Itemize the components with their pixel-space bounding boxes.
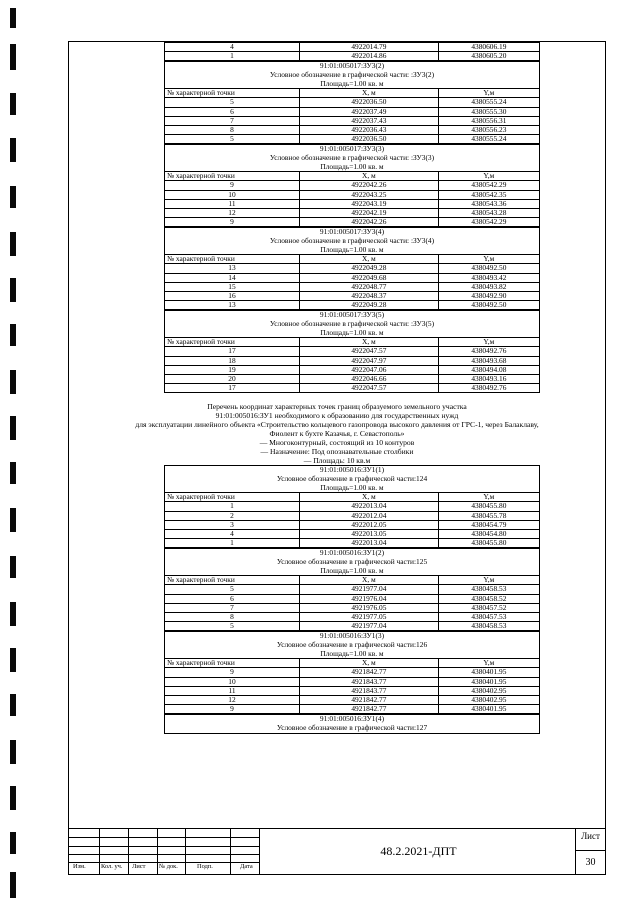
point-cell: 17 bbox=[165, 347, 300, 356]
table-row bbox=[165, 43, 540, 52]
point-cell: 4 bbox=[165, 43, 300, 52]
column-header-row bbox=[165, 89, 540, 98]
y-cell: 4380492.50 bbox=[438, 264, 539, 273]
point-cell: 1 bbox=[165, 502, 300, 511]
section-cadastre: 91:01:005016:ЗУ1(4) bbox=[319, 714, 385, 724]
section-header bbox=[165, 62, 540, 89]
point-cell: 11 bbox=[165, 199, 300, 208]
section-designation: Условное обозначение в графической части: :ЗУ3(4) bbox=[269, 236, 435, 245]
stamp-label-list: Лист bbox=[132, 863, 146, 870]
coords-table bbox=[164, 465, 540, 548]
table-row bbox=[165, 264, 540, 273]
point-cell: 1 bbox=[165, 539, 300, 548]
column-header-row bbox=[165, 172, 540, 181]
table-row bbox=[165, 705, 540, 714]
y-cell: 4380455.78 bbox=[438, 511, 539, 520]
section-designation: Условное обозначение в графической части:127 bbox=[276, 723, 428, 732]
point-cell: 9 bbox=[165, 181, 300, 190]
y-cell: 4380556.23 bbox=[438, 126, 539, 135]
y-cell: 4380543.36 bbox=[438, 199, 539, 208]
point-cell: 10 bbox=[165, 190, 300, 199]
point-cell: 3 bbox=[165, 520, 300, 529]
y-cell: 4380606.19 bbox=[438, 43, 539, 52]
table-row bbox=[165, 292, 540, 301]
binding-mark bbox=[10, 508, 16, 532]
y-cell: 4380555.30 bbox=[438, 107, 539, 116]
section-header bbox=[165, 466, 540, 493]
section-header bbox=[165, 549, 540, 576]
table-row bbox=[165, 98, 540, 107]
table-row bbox=[165, 384, 540, 393]
point-cell: 7 bbox=[165, 116, 300, 125]
table-row bbox=[165, 135, 540, 144]
section-cadastre: 91:01:005017:ЗУ3(5) bbox=[319, 310, 385, 320]
point-cell: 1 bbox=[165, 52, 300, 61]
table-row bbox=[165, 126, 540, 135]
binding-mark bbox=[10, 8, 16, 28]
x-cell: 4922013.04 bbox=[300, 539, 439, 548]
section-designation: Условное обозначение в графической части: :ЗУ3(5) bbox=[269, 319, 435, 328]
binding-mark bbox=[10, 232, 16, 256]
coords-table bbox=[164, 548, 540, 631]
section-cadastre: 91:01:005017:ЗУ3(4) bbox=[319, 227, 385, 237]
section-area: Площадь=1.00 кв. м bbox=[320, 78, 384, 88]
section-header-row bbox=[165, 311, 540, 338]
y-cell: 4380543.28 bbox=[438, 209, 539, 218]
section-area: Площадь=1.00 кв. м bbox=[320, 244, 384, 254]
section-header bbox=[165, 228, 540, 255]
y-cell: 4380493.42 bbox=[438, 273, 539, 282]
sheet-box bbox=[575, 829, 605, 874]
intro-bullet: — Назначение: Под опознавательные столбики bbox=[260, 447, 414, 457]
table-row bbox=[165, 530, 540, 539]
x-cell: 4922042.26 bbox=[300, 218, 439, 227]
column-header-x: X, м bbox=[300, 172, 439, 181]
y-cell: 4380493.16 bbox=[438, 375, 539, 384]
x-cell: 4921977.05 bbox=[300, 613, 439, 622]
section-header bbox=[165, 632, 540, 659]
column-header-x: X, м bbox=[300, 89, 439, 98]
y-cell: 4380542.29 bbox=[438, 181, 539, 190]
coords-table-continued bbox=[164, 42, 540, 61]
x-cell: 4921843.77 bbox=[300, 686, 439, 695]
column-header-y: Y,м bbox=[438, 659, 539, 668]
y-cell: 4380458.52 bbox=[438, 594, 539, 603]
point-cell: 14 bbox=[165, 273, 300, 282]
binding-mark bbox=[10, 740, 16, 764]
point-cell: 9 bbox=[165, 668, 300, 677]
column-header-point: № характерной точки bbox=[165, 338, 300, 347]
intro-line: 91:01:005016:ЗУ1 необходимого к образованию для государственных нужд bbox=[215, 411, 459, 421]
x-cell: 4922036.50 bbox=[300, 98, 439, 107]
table-row bbox=[165, 594, 540, 603]
x-cell: 4922014.86 bbox=[300, 52, 439, 61]
y-cell: 4380492.76 bbox=[438, 384, 539, 393]
table-row bbox=[165, 356, 540, 365]
y-cell: 4380555.24 bbox=[438, 98, 539, 107]
x-cell: 4921977.04 bbox=[300, 585, 439, 594]
x-cell: 4922012.04 bbox=[300, 511, 439, 520]
x-cell: 4922049.28 bbox=[300, 264, 439, 273]
revision-grid bbox=[69, 829, 260, 874]
x-cell: 4922014.79 bbox=[300, 43, 439, 52]
table-row bbox=[165, 613, 540, 622]
point-cell: 16 bbox=[165, 292, 300, 301]
section-area: Площадь=1.00 кв. м bbox=[320, 565, 384, 575]
table-row bbox=[165, 375, 540, 384]
y-cell: 4380455.80 bbox=[438, 502, 539, 511]
table-row bbox=[165, 677, 540, 686]
column-header-row bbox=[165, 493, 540, 502]
coords-table bbox=[164, 631, 540, 714]
x-cell: 4922042.26 bbox=[300, 181, 439, 190]
section-cadastre: 91:01:005017:ЗУ3(2) bbox=[319, 61, 385, 71]
column-header-y: Y,м bbox=[438, 89, 539, 98]
binding-mark bbox=[10, 462, 16, 484]
point-cell: 12 bbox=[165, 696, 300, 705]
table-row bbox=[165, 365, 540, 374]
column-header-row bbox=[165, 659, 540, 668]
column-header-point: № характерной точки bbox=[165, 576, 300, 585]
point-cell: 7 bbox=[165, 603, 300, 612]
x-cell: 4922046.66 bbox=[300, 375, 439, 384]
y-cell: 4380457.53 bbox=[438, 613, 539, 622]
binding-mark bbox=[10, 44, 16, 70]
x-cell: 4922036.50 bbox=[300, 135, 439, 144]
x-cell: 4922049.28 bbox=[300, 301, 439, 310]
document-code: 48.2.2021-ДПТ bbox=[380, 844, 457, 858]
point-cell: 17 bbox=[165, 384, 300, 393]
y-cell: 4380401.95 bbox=[438, 668, 539, 677]
document-frame bbox=[68, 41, 606, 875]
point-cell: 12 bbox=[165, 209, 300, 218]
section-designation: Условное обозначение в графической части:125 bbox=[276, 557, 428, 566]
table-row bbox=[165, 511, 540, 520]
table-row bbox=[165, 301, 540, 310]
column-header-x: X, м bbox=[300, 255, 439, 264]
stamp-label-data: Дата bbox=[240, 863, 253, 870]
grid-line bbox=[185, 829, 186, 874]
x-cell: 4922048.37 bbox=[300, 292, 439, 301]
x-cell: 4921843.77 bbox=[300, 677, 439, 686]
y-cell: 4380458.53 bbox=[438, 585, 539, 594]
y-cell: 4380454.80 bbox=[438, 530, 539, 539]
x-cell: 4922047.06 bbox=[300, 365, 439, 374]
intro-bullet: — Многоконтурный, состоящий из 10 контуров bbox=[259, 438, 415, 448]
stamp-label-kol: Кол. уч. bbox=[101, 863, 123, 870]
table-row bbox=[165, 668, 540, 677]
table-row bbox=[165, 622, 540, 631]
x-cell: 4922037.43 bbox=[300, 116, 439, 125]
intro-line: для эксплуатации линейного объекта «Строительство кольцевого газопровода высокого давления от ГРС-1, через Балаклаву, bbox=[135, 420, 539, 430]
point-cell: 5 bbox=[165, 622, 300, 631]
stamp-label-ndok: № док. bbox=[159, 863, 178, 870]
table-row bbox=[165, 686, 540, 695]
section-designation: Условное обозначение в графической части: :ЗУ3(3) bbox=[269, 153, 435, 162]
y-cell: 4380494.08 bbox=[438, 365, 539, 374]
x-cell: 4922048.77 bbox=[300, 282, 439, 291]
table-row bbox=[165, 696, 540, 705]
column-header-y: Y,м bbox=[438, 172, 539, 181]
point-cell: 9 bbox=[165, 705, 300, 714]
coords-table bbox=[164, 144, 540, 227]
x-cell: 4921842.77 bbox=[300, 696, 439, 705]
point-cell: 9 bbox=[165, 218, 300, 227]
x-cell: 4922042.19 bbox=[300, 209, 439, 218]
column-header-point: № характерной точки bbox=[165, 172, 300, 181]
binding-mark bbox=[10, 694, 16, 716]
binding-mark bbox=[10, 186, 16, 208]
x-cell: 4921842.77 bbox=[300, 668, 439, 677]
table-row bbox=[165, 190, 540, 199]
column-header-y: Y,м bbox=[438, 493, 539, 502]
section-area: Площадь=1.00 кв. м bbox=[320, 327, 384, 337]
binding-mark bbox=[10, 278, 16, 302]
point-cell: 19 bbox=[165, 365, 300, 374]
section-header-row bbox=[165, 466, 540, 493]
column-header-x: X, м bbox=[300, 338, 439, 347]
x-cell: 4921976.05 bbox=[300, 603, 439, 612]
y-cell: 4380402.95 bbox=[438, 686, 539, 695]
point-cell: 6 bbox=[165, 594, 300, 603]
point-cell: 10 bbox=[165, 677, 300, 686]
table-row bbox=[165, 52, 540, 61]
table-row bbox=[165, 273, 540, 282]
point-cell: 8 bbox=[165, 613, 300, 622]
column-header-point: № характерной точки bbox=[165, 255, 300, 264]
point-cell: 5 bbox=[165, 585, 300, 594]
point-cell: 20 bbox=[165, 375, 300, 384]
intro-block bbox=[69, 402, 605, 465]
intro-line: Фиолент к бухте Казачья, г. Севастополь» bbox=[269, 429, 405, 439]
column-header-x: X, м bbox=[300, 576, 439, 585]
binding-mark bbox=[10, 602, 16, 626]
table-row bbox=[165, 209, 540, 218]
y-cell: 4380542.35 bbox=[438, 190, 539, 199]
y-cell: 4380454.79 bbox=[438, 520, 539, 529]
section-header bbox=[165, 715, 540, 733]
binding-mark bbox=[10, 872, 16, 898]
column-header-row bbox=[165, 338, 540, 347]
table-row bbox=[165, 181, 540, 190]
coords-table bbox=[164, 61, 540, 144]
x-cell: 4922012.05 bbox=[300, 520, 439, 529]
binding-mark bbox=[10, 648, 16, 672]
sections-zu1 bbox=[69, 465, 605, 714]
y-cell: 4380493.82 bbox=[438, 282, 539, 291]
section-designation: Условное обозначение в графической части:126 bbox=[276, 640, 428, 649]
y-cell: 4380401.95 bbox=[438, 705, 539, 714]
table-row bbox=[165, 199, 540, 208]
section-header bbox=[165, 145, 540, 172]
column-header-row bbox=[165, 255, 540, 264]
y-cell: 4380458.53 bbox=[438, 622, 539, 631]
table-row bbox=[165, 539, 540, 548]
point-cell: 13 bbox=[165, 301, 300, 310]
section-area: Площадь=1.00 кв. м bbox=[320, 648, 384, 658]
column-header-y: Y,м bbox=[438, 576, 539, 585]
section-header bbox=[165, 311, 540, 338]
x-cell: 4922043.19 bbox=[300, 199, 439, 208]
sections-zu3 bbox=[69, 61, 605, 393]
point-cell: 15 bbox=[165, 282, 300, 291]
x-cell: 4922036.43 bbox=[300, 126, 439, 135]
column-header-point: № характерной точки bbox=[165, 493, 300, 502]
x-cell: 4921977.04 bbox=[300, 622, 439, 631]
grid-line bbox=[128, 829, 129, 874]
section-cadastre: 91:01:005016:ЗУ1(3) bbox=[319, 631, 385, 641]
y-cell: 4380402.95 bbox=[438, 696, 539, 705]
point-cell: 5 bbox=[165, 135, 300, 144]
x-cell: 4922013.05 bbox=[300, 530, 439, 539]
table-row bbox=[165, 520, 540, 529]
section-header-row bbox=[165, 549, 540, 576]
x-cell: 4922047.97 bbox=[300, 356, 439, 365]
stamp-label-podp: Подп. bbox=[197, 863, 213, 870]
table-row bbox=[165, 715, 540, 733]
section-header-row bbox=[165, 145, 540, 172]
x-cell: 4922049.68 bbox=[300, 273, 439, 282]
section-area: Площадь=1.00 кв. м bbox=[320, 482, 384, 492]
binding-mark bbox=[10, 416, 16, 440]
y-cell: 4380555.24 bbox=[438, 135, 539, 144]
intro-line: Перечень координат характерных точек границ образуемого земельного участка bbox=[207, 402, 467, 412]
sheet-number: 30 bbox=[576, 850, 605, 874]
grid-line bbox=[99, 829, 100, 874]
section-header-row bbox=[165, 62, 540, 89]
column-header-point: № характерной точки bbox=[165, 89, 300, 98]
point-cell: 2 bbox=[165, 511, 300, 520]
title-block bbox=[69, 828, 605, 874]
y-cell: 4380492.76 bbox=[438, 347, 539, 356]
binding-mark bbox=[10, 93, 16, 115]
table-row bbox=[165, 585, 540, 594]
y-cell: 4380542.29 bbox=[438, 218, 539, 227]
section-header-row bbox=[165, 632, 540, 659]
x-cell: 4922013.04 bbox=[300, 502, 439, 511]
x-cell: 4922037.49 bbox=[300, 107, 439, 116]
section-area: Площадь=1.00 кв. м bbox=[320, 161, 384, 171]
document-content bbox=[69, 42, 605, 734]
binding-mark bbox=[10, 556, 16, 578]
table-row bbox=[165, 282, 540, 291]
table-row bbox=[165, 502, 540, 511]
section-header-row bbox=[165, 228, 540, 255]
y-cell: 4380401.95 bbox=[438, 677, 539, 686]
table-row bbox=[165, 116, 540, 125]
x-cell: 4922047.57 bbox=[300, 347, 439, 356]
x-cell: 4921842.77 bbox=[300, 705, 439, 714]
x-cell: 4922047.57 bbox=[300, 384, 439, 393]
section-cadastre: 91:01:005016:ЗУ1(1) bbox=[319, 465, 385, 475]
point-cell: 13 bbox=[165, 264, 300, 273]
binding-mark bbox=[10, 370, 16, 394]
section-cadastre: 91:01:005017:ЗУ3(3) bbox=[319, 144, 385, 154]
point-cell: 8 bbox=[165, 126, 300, 135]
table-row bbox=[165, 347, 540, 356]
section-cadastre: 91:01:005016:ЗУ1(2) bbox=[319, 548, 385, 558]
point-cell: 11 bbox=[165, 686, 300, 695]
y-cell: 4380455.80 bbox=[438, 539, 539, 548]
column-header-point: № характерной точки bbox=[165, 659, 300, 668]
stamp-label-izm: Изм. bbox=[73, 863, 86, 870]
section-designation: Условное обозначение в графической части:124 bbox=[276, 474, 428, 483]
table-row bbox=[165, 603, 540, 612]
x-cell: 4922043.25 bbox=[300, 190, 439, 199]
y-cell: 4380493.68 bbox=[438, 356, 539, 365]
column-header-y: Y,м bbox=[438, 255, 539, 264]
coords-table-last bbox=[164, 714, 540, 733]
column-header-x: X, м bbox=[300, 659, 439, 668]
binding-mark bbox=[10, 138, 16, 162]
section-designation: Условное обозначение в графической части: :ЗУ3(2) bbox=[269, 70, 435, 79]
point-cell: 6 bbox=[165, 107, 300, 116]
column-header-x: X, м bbox=[300, 493, 439, 502]
y-cell: 4380492.90 bbox=[438, 292, 539, 301]
x-cell: 4921976.04 bbox=[300, 594, 439, 603]
column-header-row bbox=[165, 576, 540, 585]
binding-mark bbox=[10, 324, 16, 346]
grid-line bbox=[230, 829, 231, 874]
point-cell: 5 bbox=[165, 98, 300, 107]
table-row bbox=[165, 107, 540, 116]
coords-table bbox=[164, 310, 540, 393]
y-cell: 4380605.20 bbox=[438, 52, 539, 61]
column-header-y: Y,м bbox=[438, 338, 539, 347]
sheet-label: Лист bbox=[581, 831, 600, 841]
table-row bbox=[165, 218, 540, 227]
y-cell: 4380492.50 bbox=[438, 301, 539, 310]
y-cell: 4380457.52 bbox=[438, 603, 539, 612]
binding-mark bbox=[10, 786, 16, 810]
coords-table bbox=[164, 227, 540, 310]
y-cell: 4380556.31 bbox=[438, 116, 539, 125]
grid-line bbox=[157, 829, 158, 874]
binding-mark bbox=[10, 832, 16, 854]
intro-bullet: — Площадь: 10 кв.м bbox=[303, 456, 371, 466]
point-cell: 18 bbox=[165, 356, 300, 365]
point-cell: 4 bbox=[165, 530, 300, 539]
